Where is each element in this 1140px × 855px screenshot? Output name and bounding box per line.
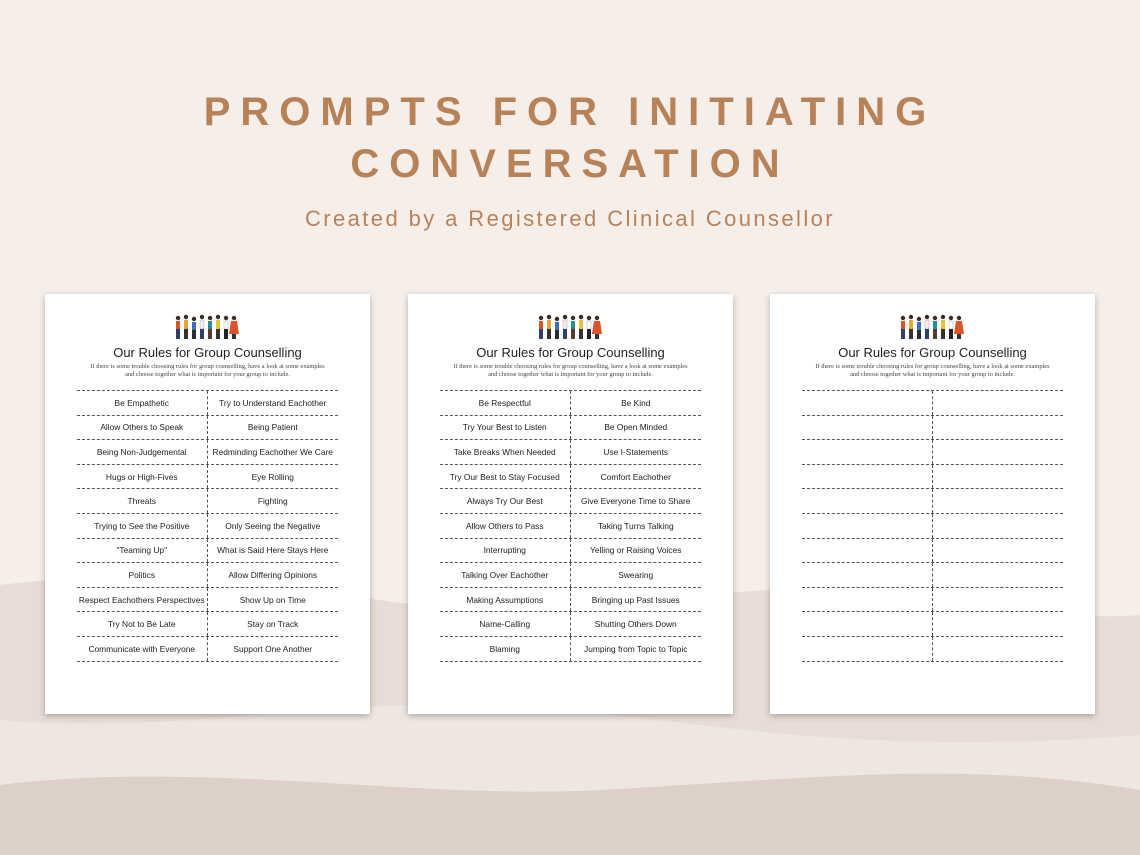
table-row — [802, 391, 1063, 416]
rule-cell: Jumping from Topic to Topic — [584, 643, 688, 654]
rule-cell: Being Non-Judgemental — [77, 440, 208, 464]
rule-cell: Try Your Best to Listen — [440, 416, 571, 440]
rule-cell: Being Patient — [247, 422, 298, 433]
rules-table — [440, 390, 701, 662]
worksheet-description: If there is some trouble choosing rules for group counselling, have a look at some examples and choose together what is important for your group to include. — [90, 363, 325, 378]
table-row — [77, 539, 338, 564]
table-row — [440, 588, 701, 613]
table-row — [77, 465, 338, 490]
table-row — [77, 416, 338, 441]
rule-cell — [933, 563, 1064, 587]
rule-cell: Allow Others to Pass — [440, 514, 571, 538]
rule-cell — [933, 612, 1064, 636]
rule-cell — [933, 588, 1064, 612]
rule-cell — [933, 539, 1064, 563]
page-title-line-1: PROMPTS FOR INITIATING — [203, 90, 937, 134]
rule-cell — [802, 563, 933, 587]
rule-cell: Name-Calling — [440, 612, 571, 636]
page-title-line-2: CONVERSATION — [350, 142, 790, 186]
table-row — [440, 416, 701, 441]
table-row — [440, 391, 701, 416]
group-people-icon — [536, 314, 606, 340]
table-row — [802, 416, 1063, 441]
rule-cell: Use I-Statements — [603, 446, 669, 457]
table-row — [802, 637, 1063, 662]
table-row — [440, 440, 701, 465]
table-row — [77, 637, 338, 662]
rule-cell — [933, 465, 1064, 489]
worksheet-examples-1 — [45, 294, 370, 714]
rule-cell — [802, 539, 933, 563]
table-row — [77, 489, 338, 514]
table-row — [440, 612, 701, 637]
rule-cell: Always Try Our Best — [440, 489, 571, 513]
rule-cell — [802, 612, 933, 636]
rule-cell: Redminding Eachother We Care — [212, 446, 333, 457]
rule-cell: Be Empathetic — [77, 391, 208, 415]
rule-cell: "Teaming Up" — [77, 539, 208, 563]
group-people-icon — [173, 314, 243, 340]
table-row — [802, 489, 1063, 514]
table-row — [77, 588, 338, 613]
rule-cell — [802, 489, 933, 513]
rule-cell: Allow Others to Speak — [77, 416, 208, 440]
table-row — [77, 391, 338, 416]
rule-cell: Interrupting — [440, 539, 571, 563]
table-row — [77, 612, 338, 637]
worksheet-blank — [770, 294, 1095, 714]
rule-cell: Try Our Best to Stay Focused — [440, 465, 571, 489]
rule-cell: Bringing up Past Issues — [591, 594, 680, 605]
rules-table — [77, 390, 338, 662]
rule-cell: Hugs or High-Fives — [77, 465, 208, 489]
worksheet-description: If there is some trouble choosing rules for group counselling, have a look at some examples and choose together what is important for your group to include. — [453, 363, 688, 378]
rule-cell: Try to Understand Eachother — [219, 397, 327, 408]
rule-cell — [933, 637, 1064, 661]
worksheet-title: Our Rules for Group Counselling — [476, 345, 665, 360]
worksheet-title: Our Rules for Group Counselling — [113, 345, 302, 360]
rule-cell — [802, 588, 933, 612]
rule-cell — [802, 514, 933, 538]
rule-cell — [933, 416, 1064, 440]
worksheet-description: If there is some trouble choosing rules for group counselling, have a look at some examples and choose together what is important for your group to include. — [815, 363, 1050, 378]
table-row — [440, 637, 701, 662]
table-row — [802, 588, 1063, 613]
rule-cell: Making Assumptions — [440, 588, 571, 612]
rule-cell: Politics — [77, 563, 208, 587]
table-row — [802, 612, 1063, 637]
rule-cell: Blaming — [440, 637, 571, 661]
group-people-icon — [898, 314, 968, 340]
rule-cell: Talking Over Eachother — [440, 563, 571, 587]
rule-cell: Be Open Minded — [604, 422, 668, 433]
rule-cell: Communicate with Everyone — [77, 637, 208, 661]
rule-cell: Only Seeing the Negative — [225, 520, 321, 531]
table-row — [440, 514, 701, 539]
rule-cell: Show Up on Time — [239, 594, 306, 605]
rule-cell: Support One Another — [233, 643, 313, 654]
table-row — [802, 465, 1063, 490]
rule-cell: Take Breaks When Needed — [440, 440, 571, 464]
rule-cell: Shutting Others Down — [594, 619, 677, 630]
rule-cell: Allow Differing Opinions — [228, 569, 318, 580]
rule-cell: Try Not to Be Late — [77, 612, 208, 636]
table-row — [440, 489, 701, 514]
table-row — [802, 440, 1063, 465]
table-row — [802, 563, 1063, 588]
table-row — [440, 563, 701, 588]
table-row — [77, 440, 338, 465]
rule-cell — [933, 391, 1064, 415]
rule-cell: Taking Turns Talking — [597, 520, 674, 531]
rule-cell: Give Everyone Time to Share — [581, 496, 691, 507]
page-subtitle: Created by a Registered Clinical Counsellor — [305, 206, 835, 231]
rule-cell — [933, 514, 1064, 538]
rule-cell: Fighting — [257, 496, 288, 507]
rule-cell — [802, 440, 933, 464]
rule-cell: Yelling or Raising Voices — [590, 545, 682, 556]
worksheet-title: Our Rules for Group Counselling — [838, 345, 1027, 360]
rule-cell: Swearing — [618, 569, 654, 580]
rule-cell: Respect Eachothers Perspectives — [77, 588, 208, 612]
rule-cell — [802, 416, 933, 440]
table-row — [440, 539, 701, 564]
rule-cell — [802, 465, 933, 489]
rule-cell: Comfort Eachother — [600, 471, 671, 482]
rule-cell: Eye Rolling — [251, 471, 294, 482]
rule-cell: Be Respectful — [440, 391, 571, 415]
table-row — [77, 514, 338, 539]
rule-cell: Trying to See the Positive — [77, 514, 208, 538]
rule-cell — [802, 637, 933, 661]
worksheet-examples-2 — [408, 294, 733, 714]
rule-cell: What is Said Here Stays Here — [217, 545, 329, 556]
table-row — [802, 514, 1063, 539]
rules-table — [802, 390, 1063, 662]
rule-cell — [802, 391, 933, 415]
table-row — [440, 465, 701, 490]
table-row — [802, 539, 1063, 564]
rule-cell — [933, 489, 1064, 513]
rule-cell — [933, 440, 1064, 464]
table-row — [77, 563, 338, 588]
rule-cell: Be Kind — [621, 397, 651, 408]
rule-cell: Threats — [77, 489, 208, 513]
rule-cell: Stay on Track — [247, 619, 299, 630]
